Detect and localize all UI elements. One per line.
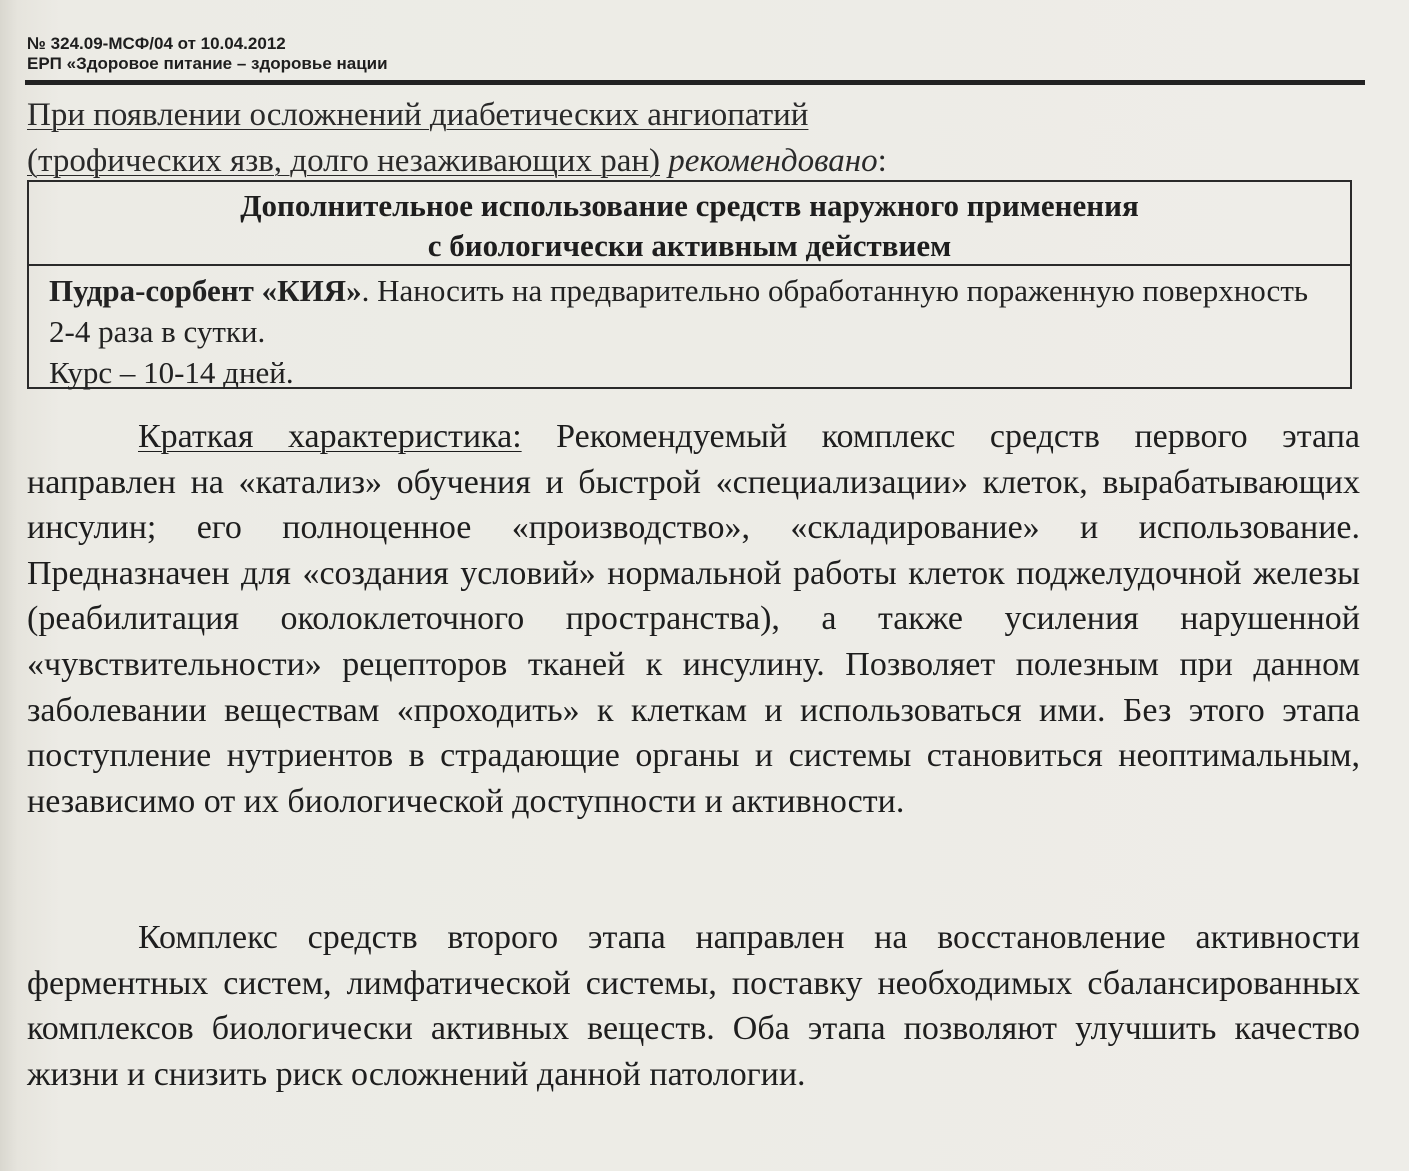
characteristic-paragraph — [27, 414, 1360, 824]
course-duration: Курс – 10-14 дней. — [49, 355, 294, 390]
intro-colon: : — [877, 143, 887, 179]
characteristic-label: Краткая характеристика: — [138, 418, 522, 455]
program-name: ЕРП «Здоровое питание – здоровье нации — [27, 54, 388, 73]
intro-line-2: (трофических язв, долго незаживающих ран) — [27, 143, 661, 179]
recommendation-heading — [29, 182, 1350, 266]
product-instruction: . Наносить на предварительно обработанную пораженную поверхность 2-4 раза в сутки. — [49, 273, 1309, 349]
product-name: Пудра-сорбент «КИЯ» — [49, 273, 362, 308]
intro-line-1: При появлении осложнений диабетических ангиопатий — [27, 97, 809, 133]
intro-recommended: рекомендовано — [668, 143, 878, 179]
second-stage-paragraph — [27, 915, 1360, 1097]
document-number: № 324.09-МСФ/04 от 10.04.2012 — [27, 34, 286, 53]
recommendation-body — [29, 266, 1350, 393]
header-divider — [25, 80, 1365, 85]
recommendation-heading-line-1: Дополнительное использование средств наружного применения — [240, 188, 1139, 223]
second-stage-text: Комплекс средств второго этапа направлен на восстановление активности ферментных систем, лимфатической системы, поставку необходимых сбалансированных комплексов биологически активных веществ. Оба этапа позволяют улучшить качество жизни и снизить риск осложнений данной патологии. — [27, 919, 1360, 1093]
document-header — [27, 34, 388, 74]
recommendation-heading-line-2: с биологически активным действием — [427, 228, 952, 263]
characteristic-text: Рекомендуемый комплекс средств первого этапа направлен на «катализ» обучения и быстрой «специализации» клеток, вырабатывающих инсулин; его полноценное «производство», «складирование» и использование. Предназначен для «создания условий» нормальной работы клеток поджелудочной железы (реабилитация околоклеточного пространства), а также усиления нарушенной «чувствительности» рецепторов тканей к инсулину. Позволяет полезным при данном заболевании веществам «проходить» к клеткам и использоваться ими. Без этого этапа поступление нутриентов в страдающие органы и системы становиться неоптимальным, независимо от их биологической доступности и активности. — [27, 418, 1360, 820]
recommendation-box — [27, 180, 1352, 389]
intro-heading — [27, 92, 1357, 184]
